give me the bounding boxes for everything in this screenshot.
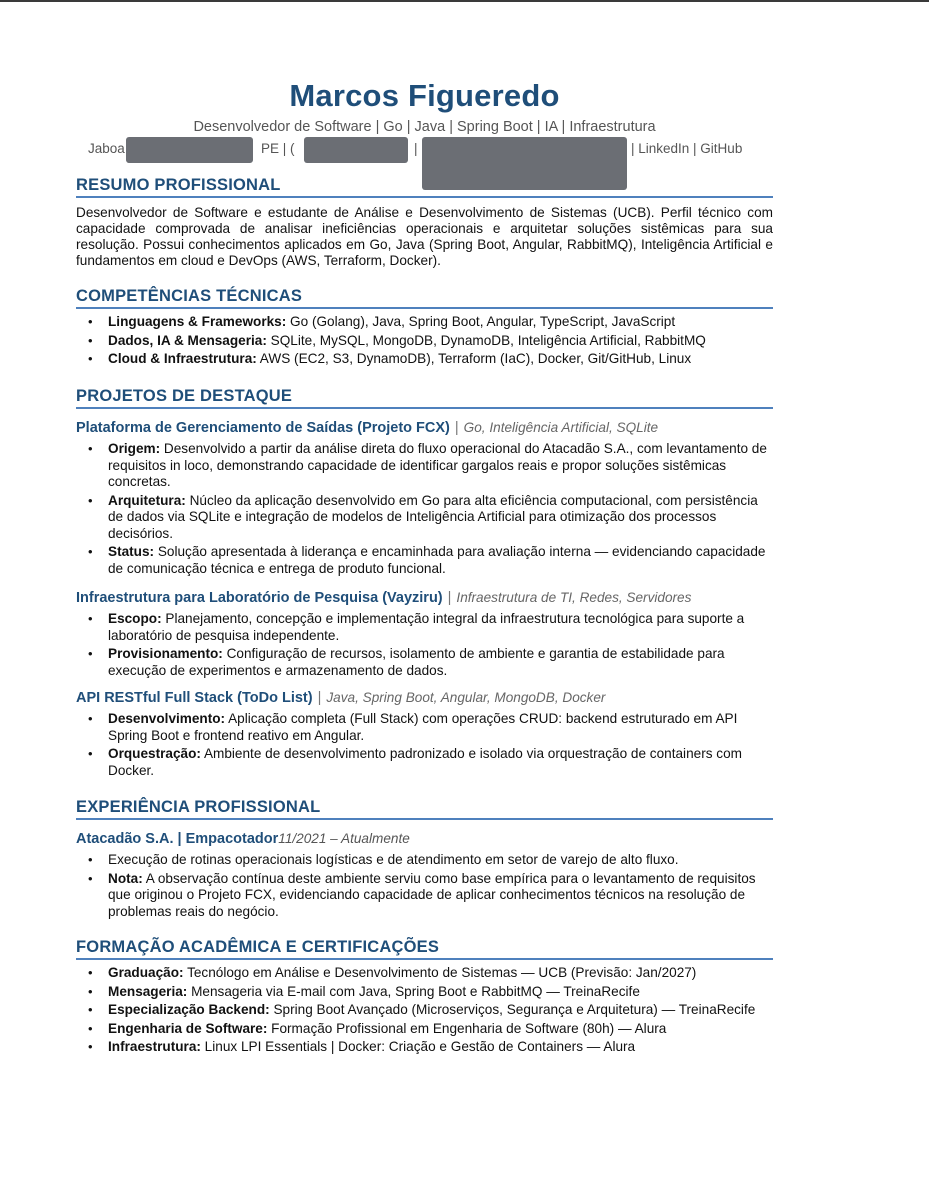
bullet-item	[76, 493, 773, 543]
project-tech: Go, Inteligência Artificial, SQLite	[463, 420, 659, 435]
bullet-label: Especialização Backend:	[108, 1002, 270, 1017]
bullet-text: Mensageria via E-mail com Java, Spring Boot e RabbitMQ — TreinaRecife	[187, 983, 640, 999]
project-tech: Java, Spring Boot, Angular, MongoDB, Docker	[326, 690, 606, 705]
bullet-item	[76, 1021, 773, 1038]
bullet-label: Dados, IA & Mensageria:	[108, 332, 267, 348]
project-title: Plataforma de Gerenciamento de Saídas (Projeto FCX)	[76, 420, 450, 436]
bullet-label: Desenvolvimento:	[108, 711, 226, 726]
bullet-text: Núcleo da aplicação desenvolvido em Go para alta eficiência computacional, com persistência de dados via SQLite e integração de modelos de Inteligência Artificial para otimização dos processos decisórios.	[108, 492, 758, 541]
bullet-item	[76, 746, 773, 779]
bullet-label: Linguagens & Frameworks:	[108, 314, 287, 329]
skills-list	[76, 314, 773, 370]
bullet-item	[76, 333, 773, 350]
bullet-label: Status:	[108, 544, 155, 559]
bullet-text: A observação contínua deste ambiente serviu como base empírica para o levantamento de requisitos que originou o Projeto FCX, evidenciando capacidade de aplicar conhecimentos técnicos na resolução de problemas reais do negócio.	[108, 870, 756, 919]
job-heading	[76, 831, 773, 847]
bullet-label: Engenharia de Software:	[108, 1020, 268, 1036]
project-title: API RESTful Full Stack (ToDo List)	[76, 690, 313, 706]
job-title: Atacadão S.A. | Empacotador	[76, 831, 279, 847]
headline: Desenvolvedor de Software | Go | Java | Spring Boot | IA | Infraestrutura	[193, 119, 656, 135]
redacted-block	[126, 137, 253, 163]
bullet-label: Infraestrutura:	[108, 1039, 201, 1054]
contact-line	[88, 141, 778, 159]
bullet-label: Origem:	[108, 441, 161, 456]
bullet-text: AWS (EC2, S3, DynamoDB), Terraform (IaC), Docker, Git/GitHub, Linux	[256, 351, 692, 366]
bullet-text: Ambiente de desenvolvimento padronizado e isolado via orquestração de containers com Docker.	[108, 746, 742, 778]
bullet-text: SQLite, MySQL, MongoDB, DynamoDB, Inteligência Artificial, RabbitMQ	[266, 332, 706, 348]
bullet-item	[76, 544, 773, 577]
bullet-item	[76, 984, 773, 1001]
project-tech: Infraestrutura de TI, Redes, Servidores	[456, 590, 692, 605]
bullet-label: Cloud & Infraestrutura:	[108, 351, 257, 366]
redacted-block	[304, 137, 408, 163]
bullet-text: Formação Profissional em Engenharia de Software (80h) — Alura	[267, 1020, 667, 1036]
bullet-item	[76, 611, 773, 644]
contact-state: PE | (	[261, 141, 295, 156]
bullet-item	[76, 351, 773, 368]
bullet-text: Tecnólogo em Análise e Desenvolvimento de Sistemas — UCB (Previsão: Jan/2027)	[183, 965, 697, 980]
contact-links: | LinkedIn | GitHub	[631, 141, 743, 156]
bullet-item	[76, 871, 773, 921]
project-fcx-details	[76, 441, 773, 579]
project-separator: |	[454, 420, 459, 436]
candidate-name: Marcos Figueredo	[289, 78, 560, 113]
bullet-label: Provisionamento:	[108, 646, 223, 661]
scan-top-edge	[0, 0, 929, 2]
bullet-text: Solução apresentada à liderança e encaminhada para avaliação interna — evidenciando capacidade de comunicação técnica e entrega de produto funcional.	[108, 544, 766, 576]
project-separator: |	[317, 690, 322, 706]
project-separator: |	[447, 590, 452, 606]
summary-text: Desenvolvedor de Software e estudante de Análise e Desenvolvimento de Sistemas (UCB). Perfil técnico com capacidade comprovada de analisar ineficiências operacionais e arquitetar soluções sistêmicas para sua resolução. Possui conhecimentos aplicados em Go, Java (Spring Boot, Angular, RabbitMQ), Inteligência Artificial e fundamentos em cloud e DevOps (AWS, Terraform, Docker).	[76, 205, 773, 268]
bullet-item	[76, 852, 773, 869]
bullet-text: Planejamento, concepção e implementação integral da infraestrutura tecnológica para suporte a laboratório de pesquisa independente.	[108, 611, 745, 643]
project-heading	[76, 590, 773, 606]
bullet-text: Linux LPI Essentials | Docker: Criação e Gestão de Containers — Alura	[200, 1039, 636, 1054]
bullet-item	[76, 711, 773, 744]
project-heading	[76, 690, 773, 706]
section-title-projetos: PROJETOS DE DESTAQUE	[76, 387, 773, 409]
job-date: 11/2021 – Atualmente	[278, 831, 410, 846]
experience-details	[76, 852, 773, 922]
bullet-text: Execução de rotinas operacionais logísticas e de atendimento em setor de varejo de alto fluxo.	[108, 852, 679, 867]
bullet-label: Nota:	[108, 870, 143, 886]
section-title-resumo: RESUMO PROFISSIONAL	[76, 176, 773, 198]
project-vayziru-details	[76, 611, 773, 681]
contact-city: Jaboa	[88, 141, 125, 156]
education-list	[76, 965, 773, 1058]
bullet-text: Go (Golang), Java, Spring Boot, Angular, TypeScript, JavaScript	[286, 314, 676, 329]
section-title-formacao: FORMAÇÃO ACADÊMICA E CERTIFICAÇÕES	[76, 938, 773, 960]
bullet-item	[76, 441, 773, 491]
bullet-label: Graduação:	[108, 965, 184, 980]
section-title-experiencia: EXPERIÊNCIA PROFISSIONAL	[76, 798, 773, 820]
bullet-item	[76, 1039, 773, 1056]
bullet-text: Configuração de recursos, isolamento de ambiente e garantia de estabilidade para execução de experimentos e armazenamento de dados.	[108, 646, 725, 678]
bullet-text: Spring Boot Avançado (Microserviços, Segurança e Arquitetura) — TreinaRecife	[269, 1002, 756, 1017]
section-title-competencias: COMPETÊNCIAS TÉCNICAS	[76, 287, 773, 309]
bullet-label: Orquestração:	[108, 746, 201, 761]
bullet-text: Desenvolvido a partir da análise direta do fluxo operacional do Atacadão S.A., com levantamento de requisitos in loco, demonstrando capacidade de identificar gargalos reais e propor soluções sistêmicas concretas.	[108, 441, 767, 489]
bullet-item	[76, 965, 773, 982]
bullet-text: Aplicação completa (Full Stack) com operações CRUD: backend estruturado em API Spring Boot e frontend reativo em Angular.	[108, 711, 738, 743]
project-heading	[76, 420, 773, 436]
bullet-label: Arquitetura:	[108, 492, 186, 508]
bullet-item	[76, 646, 773, 679]
project-todo-details	[76, 711, 773, 781]
bullet-item	[76, 1002, 773, 1019]
project-title: Infraestrutura para Laboratório de Pesquisa (Vayziru)	[76, 590, 443, 606]
bullet-label: Mensageria:	[108, 983, 188, 999]
bullet-item	[76, 314, 773, 331]
contact-separator: |	[414, 141, 418, 156]
bullet-label: Escopo:	[108, 611, 162, 626]
